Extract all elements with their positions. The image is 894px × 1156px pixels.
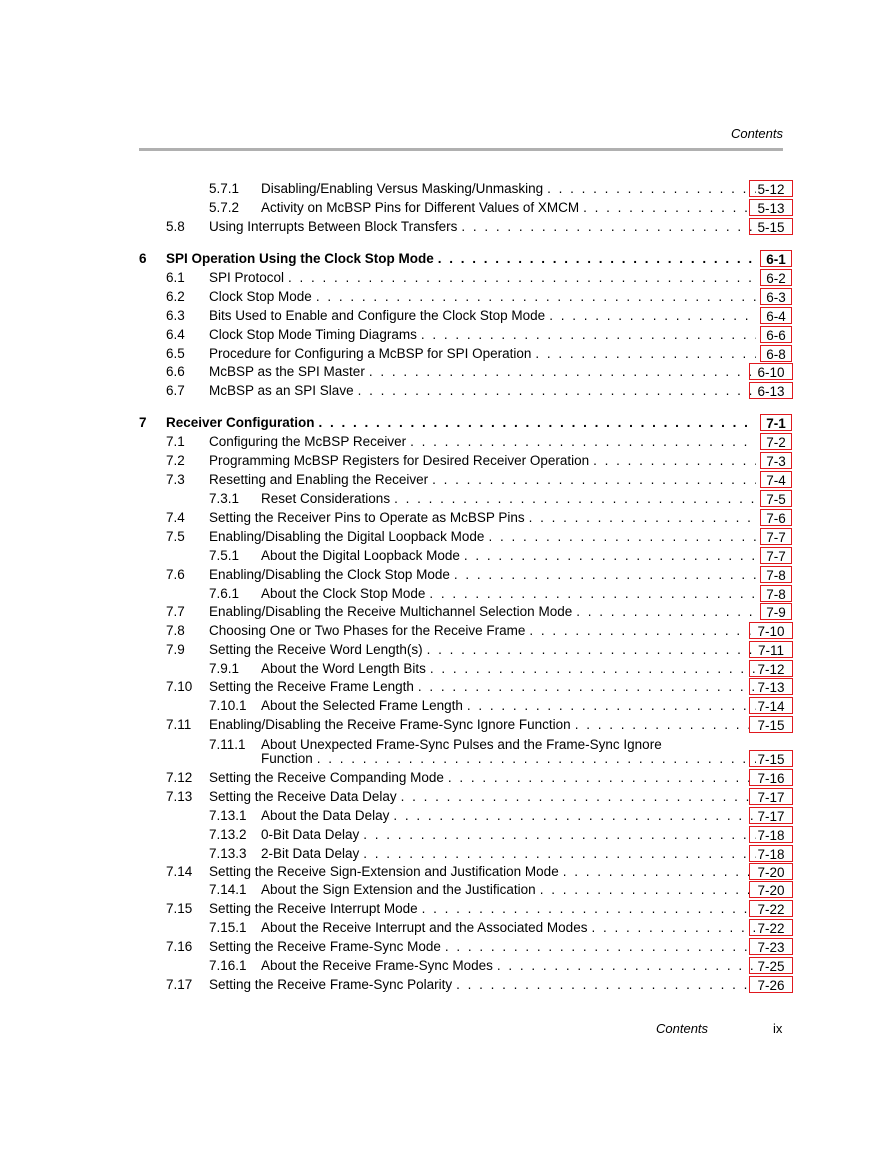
toc-entry-title: Receiver Configuration (166, 415, 315, 430)
toc-entry[interactable] (0, 287, 894, 306)
toc-entry-title: 0-Bit Data Delay (261, 827, 360, 842)
toc-entry-title: About Unexpected Frame-Sync Pulses and the Frame-Sync Ignore (261, 737, 662, 752)
toc-entry[interactable] (0, 862, 894, 881)
toc-entry-number: 5.7.1 (209, 181, 240, 196)
toc-entry[interactable] (0, 306, 894, 325)
page-link[interactable]: 7-11 (749, 641, 793, 658)
toc-entry-title: Configuring the McBSP Receiver (209, 434, 407, 449)
leader-dots (583, 198, 756, 217)
toc-entry[interactable] (0, 659, 894, 678)
page-link[interactable]: 7-14 (749, 697, 793, 714)
page-link[interactable]: 7-6 (760, 509, 792, 526)
page-link[interactable]: 7-18 (749, 826, 793, 843)
toc-entry-title: Enabling/Disabling the Digital Loopback Mode (209, 529, 485, 544)
page-link[interactable]: 7-17 (749, 807, 793, 824)
toc-entry-number: 7.8 (166, 623, 185, 638)
toc-entry[interactable] (0, 413, 894, 432)
toc-entry[interactable] (0, 508, 894, 527)
toc-entry-number: 7.2 (166, 453, 185, 468)
toc-entry[interactable] (0, 899, 894, 918)
toc-entry-number: 6 (139, 251, 147, 266)
page-link[interactable]: 7-26 (749, 976, 793, 993)
leader-dots (394, 489, 756, 508)
toc-entry[interactable] (0, 956, 894, 975)
page-link[interactable]: 7-22 (749, 919, 793, 936)
toc-entry-number: 7.3.1 (209, 491, 240, 506)
page-link[interactable]: 7-17 (749, 788, 793, 805)
toc-entry[interactable] (0, 735, 894, 767)
leader-dots (563, 862, 756, 881)
leader-dots (448, 768, 756, 787)
page-link[interactable]: 7-18 (749, 845, 793, 862)
toc-entry-number: 7.11 (166, 717, 192, 732)
leader-dots (401, 787, 756, 806)
toc-entry[interactable] (0, 880, 894, 899)
leader-dots (369, 362, 756, 381)
leader-dots (575, 715, 756, 734)
toc-entry-title: About the Selected Frame Length (261, 698, 463, 713)
leader-dots (421, 325, 756, 344)
toc-entry-title: SPI Operation Using the Clock Stop Mode (166, 251, 434, 266)
toc-entry-number: 7.4 (166, 510, 185, 525)
toc-entry-number: 7.3 (166, 472, 185, 487)
toc-entry[interactable] (0, 489, 894, 508)
leader-dots (454, 565, 756, 584)
page-link[interactable]: 7-20 (749, 881, 793, 898)
toc-entry[interactable] (0, 844, 894, 863)
toc-entry-number: 7.9 (166, 642, 185, 657)
toc-entry-title: Reset Considerations (261, 491, 391, 506)
leader-dots (410, 432, 756, 451)
leader-dots (529, 621, 756, 640)
toc-entry-number: 7.13.3 (209, 846, 247, 861)
toc-entry-title: Setting the Receive Sign-Extension and Justification Mode (209, 864, 559, 879)
page-link[interactable]: 7-13 (749, 678, 793, 695)
toc-entry-title: About the Clock Stop Mode (261, 586, 426, 601)
leader-dots (429, 584, 756, 603)
toc-entry-title: Clock Stop Mode (209, 289, 312, 304)
toc-entry-title: Setting the Receive Frame-Sync Mode (209, 939, 441, 954)
page-link[interactable]: 7-7 (760, 547, 792, 564)
page-link[interactable]: 7-20 (749, 863, 793, 880)
toc-entry[interactable] (0, 602, 894, 621)
page-link[interactable]: 7-9 (760, 603, 792, 620)
toc-entry-number: 6.7 (166, 383, 185, 398)
page-link[interactable]: 6-8 (760, 345, 792, 362)
page-header (139, 126, 783, 151)
leader-dots (464, 546, 756, 565)
toc-entry-number: 7.16 (166, 939, 193, 954)
toc-entry-title: Enabling/Disabling the Receive Frame-Sync Ignore Function (209, 717, 571, 732)
toc-entry-title: SPI Protocol (209, 270, 285, 285)
page-link[interactable]: 5-13 (749, 199, 793, 216)
leader-dots (288, 268, 756, 287)
page-link[interactable]: 6-10 (749, 363, 793, 380)
toc-entry[interactable] (0, 715, 894, 734)
leader-dots (422, 899, 756, 918)
leader-dots (427, 640, 756, 659)
toc-entry-number: 7 (139, 415, 147, 430)
leader-dots (438, 249, 756, 268)
toc-entry-number: 7.16.1 (209, 958, 247, 973)
toc-entry-title: Procedure for Configuring a McBSP for SPI Operation (209, 346, 532, 361)
toc-entry[interactable] (0, 217, 894, 236)
toc-entry-number: 6.2 (166, 289, 185, 304)
toc-entry-number: 5.7.2 (209, 200, 240, 215)
leader-dots (547, 179, 756, 198)
page-link[interactable]: 7-25 (749, 957, 793, 974)
toc-entry[interactable] (0, 362, 894, 381)
toc-entry-title: About the Sign Extension and the Justification (261, 882, 536, 897)
leader-dots (358, 381, 756, 400)
toc-entry-number: 7.15 (166, 901, 193, 916)
toc-entry[interactable] (0, 768, 894, 787)
toc-entry-number: 7.13.1 (209, 808, 247, 823)
leader-dots (432, 470, 756, 489)
page-link[interactable]: 6-6 (760, 326, 792, 343)
toc-entry-number: 7.10 (166, 679, 193, 694)
toc-entry[interactable] (0, 584, 894, 603)
page-link[interactable]: 6-13 (749, 382, 793, 399)
toc-entry-title: Enabling/Disabling the Receive Multichannel Selection Mode (209, 604, 573, 619)
toc-entry-title: Using Interrupts Between Block Transfers (209, 219, 458, 234)
leader-dots (593, 451, 756, 470)
page-link[interactable]: 6-2 (760, 269, 792, 286)
toc-entry-title: About the Data Delay (261, 808, 390, 823)
leader-dots (363, 825, 756, 844)
leader-dots (549, 306, 756, 325)
toc-entry[interactable] (0, 268, 894, 287)
toc-entry[interactable] (0, 451, 894, 470)
toc-entry[interactable] (0, 325, 894, 344)
toc-entry[interactable] (0, 640, 894, 659)
toc-entry-number: 6.5 (166, 346, 185, 361)
leader-dots (316, 287, 756, 306)
toc-entry[interactable] (0, 937, 894, 956)
leader-dots (467, 696, 756, 715)
toc-entry-number: 7.10.1 (209, 698, 247, 713)
page-link[interactable]: 7-8 (760, 566, 792, 583)
toc-entry-title: Activity on McBSP Pins for Different Values of XMCM (261, 200, 580, 215)
toc-entry-title: Setting the Receive Companding Mode (209, 770, 444, 785)
toc-entry[interactable] (0, 565, 894, 584)
toc-entry-title: Bits Used to Enable and Configure the Clock Stop Mode (209, 308, 546, 323)
toc-entry-title: Programming McBSP Registers for Desired Receiver Operation (209, 453, 590, 468)
toc-entry-number: 7.13 (166, 789, 193, 804)
page-link[interactable]: 5-15 (749, 218, 793, 235)
footer-title: Contents (656, 1021, 709, 1036)
page-link[interactable]: 7-15 (749, 716, 793, 733)
toc-entry[interactable] (0, 527, 894, 546)
toc-entry[interactable] (0, 198, 894, 217)
leader-dots (497, 956, 756, 975)
leader-dots (535, 344, 756, 363)
toc-entry[interactable] (0, 546, 894, 565)
page-link[interactable]: 6-3 (760, 288, 792, 305)
toc-entry-title: Setting the Receiver Pins to Operate as McBSP Pins (209, 510, 525, 525)
leader-dots (576, 602, 756, 621)
toc-entry-number: 7.17 (166, 977, 193, 992)
page-link[interactable]: 7-7 (760, 528, 792, 545)
leader-dots (319, 413, 756, 432)
toc-entry-title: Choosing One or Two Phases for the Receive Frame (209, 623, 526, 638)
page-link[interactable]: 7-23 (749, 938, 793, 955)
page-link[interactable]: 7-22 (749, 900, 793, 917)
leader-dots (456, 975, 756, 994)
leader-dots (540, 880, 756, 899)
footer-page-number: ix (773, 1021, 783, 1036)
toc-entry-title: About the Digital Loopback Mode (261, 548, 460, 563)
toc-entry-title: McBSP as the SPI Master (209, 364, 365, 379)
leader-dots (461, 217, 756, 236)
toc-entry-title: McBSP as an SPI Slave (209, 383, 354, 398)
toc-entry[interactable] (0, 975, 894, 994)
toc-entry-title: Setting the Receive Word Length(s) (209, 642, 423, 657)
toc-entry-number: 7.6 (166, 567, 185, 582)
toc-entry-number: 6.1 (166, 270, 185, 285)
page-link[interactable]: 7-8 (760, 585, 792, 602)
toc-entry[interactable] (0, 806, 894, 825)
toc-entry[interactable] (0, 677, 894, 696)
leader-dots (317, 749, 756, 768)
toc-entry[interactable] (0, 696, 894, 715)
toc-entry-number: 7.9.1 (209, 661, 240, 676)
page-link[interactable]: 6-1 (760, 250, 792, 267)
leader-dots (393, 806, 756, 825)
page-link[interactable]: 7-15 (749, 750, 793, 767)
toc-entry-title: Disabling/Enabling Versus Masking/Unmasking (261, 181, 544, 196)
toc-entry-number: 7.14.1 (209, 882, 247, 897)
toc-entry-number: 7.11.1 (209, 737, 246, 752)
toc-entry-number: 7.12 (166, 770, 193, 785)
toc-entry[interactable] (0, 432, 894, 451)
page-link[interactable]: 7-4 (760, 471, 792, 488)
toc-entry-title: Function (261, 751, 313, 766)
toc-entry-title: Resetting and Enabling the Receiver (209, 472, 429, 487)
toc-entry[interactable] (0, 381, 894, 400)
page-link[interactable]: 7-2 (760, 433, 792, 450)
toc-entry-title: About the Receive Interrupt and the Associated Modes (261, 920, 588, 935)
leader-dots (445, 937, 756, 956)
toc-entry[interactable] (0, 787, 894, 806)
toc-entry[interactable] (0, 470, 894, 489)
toc-entry-title: Setting the Receive Interrupt Mode (209, 901, 418, 916)
page-link[interactable]: 7-3 (760, 452, 792, 469)
toc-entry[interactable] (0, 825, 894, 844)
toc-entry-number: 6.4 (166, 327, 185, 342)
toc-entry-number: 6.6 (166, 364, 185, 379)
toc-entry-number: 7.14 (166, 864, 193, 879)
toc-entry-number: 7.7 (166, 604, 185, 619)
header-title: Contents (730, 126, 783, 141)
toc-entry-title: Enabling/Disabling the Clock Stop Mode (209, 567, 450, 582)
toc-entry-title: Setting the Receive Frame Length (209, 679, 414, 694)
toc-entry-title: Setting the Receive Data Delay (209, 789, 397, 804)
page-link[interactable]: 7-10 (749, 622, 793, 639)
page-link[interactable]: 5-12 (749, 180, 793, 197)
leader-dots (430, 659, 756, 678)
toc-entry-number: 7.15.1 (209, 920, 247, 935)
toc-entry-number: 5.8 (166, 219, 185, 234)
leader-dots (418, 677, 756, 696)
page-link[interactable]: 7-5 (760, 490, 792, 507)
toc-entry[interactable] (0, 179, 894, 198)
leader-dots (591, 918, 756, 937)
toc-entry-title: Setting the Receive Frame-Sync Polarity (209, 977, 453, 992)
leader-dots (488, 527, 756, 546)
toc-entry-number: 7.5 (166, 529, 185, 544)
leader-dots (529, 508, 756, 527)
page-link[interactable]: 6-4 (760, 307, 792, 324)
toc-entry-title: Clock Stop Mode Timing Diagrams (209, 327, 417, 342)
toc-entry[interactable] (0, 621, 894, 640)
page-link[interactable]: 7-1 (760, 414, 792, 431)
toc-entry-title: 2-Bit Data Delay (261, 846, 360, 861)
toc-entry-number: 7.13.2 (209, 827, 247, 842)
toc-entry[interactable] (0, 249, 894, 268)
page-link[interactable]: 7-12 (749, 660, 793, 677)
toc-entry[interactable] (0, 918, 894, 937)
leader-dots (363, 844, 756, 863)
toc-entry-number: 6.3 (166, 308, 185, 323)
toc-entry-number: 7.1 (166, 434, 185, 449)
page-link[interactable]: 7-16 (749, 769, 793, 786)
toc-entry-title: About the Receive Frame-Sync Modes (261, 958, 493, 973)
toc-entry-number: 7.5.1 (209, 548, 240, 563)
toc-entry-number: 7.6.1 (209, 586, 240, 601)
toc-entry[interactable] (0, 344, 894, 363)
toc-entry-title: About the Word Length Bits (261, 661, 426, 676)
